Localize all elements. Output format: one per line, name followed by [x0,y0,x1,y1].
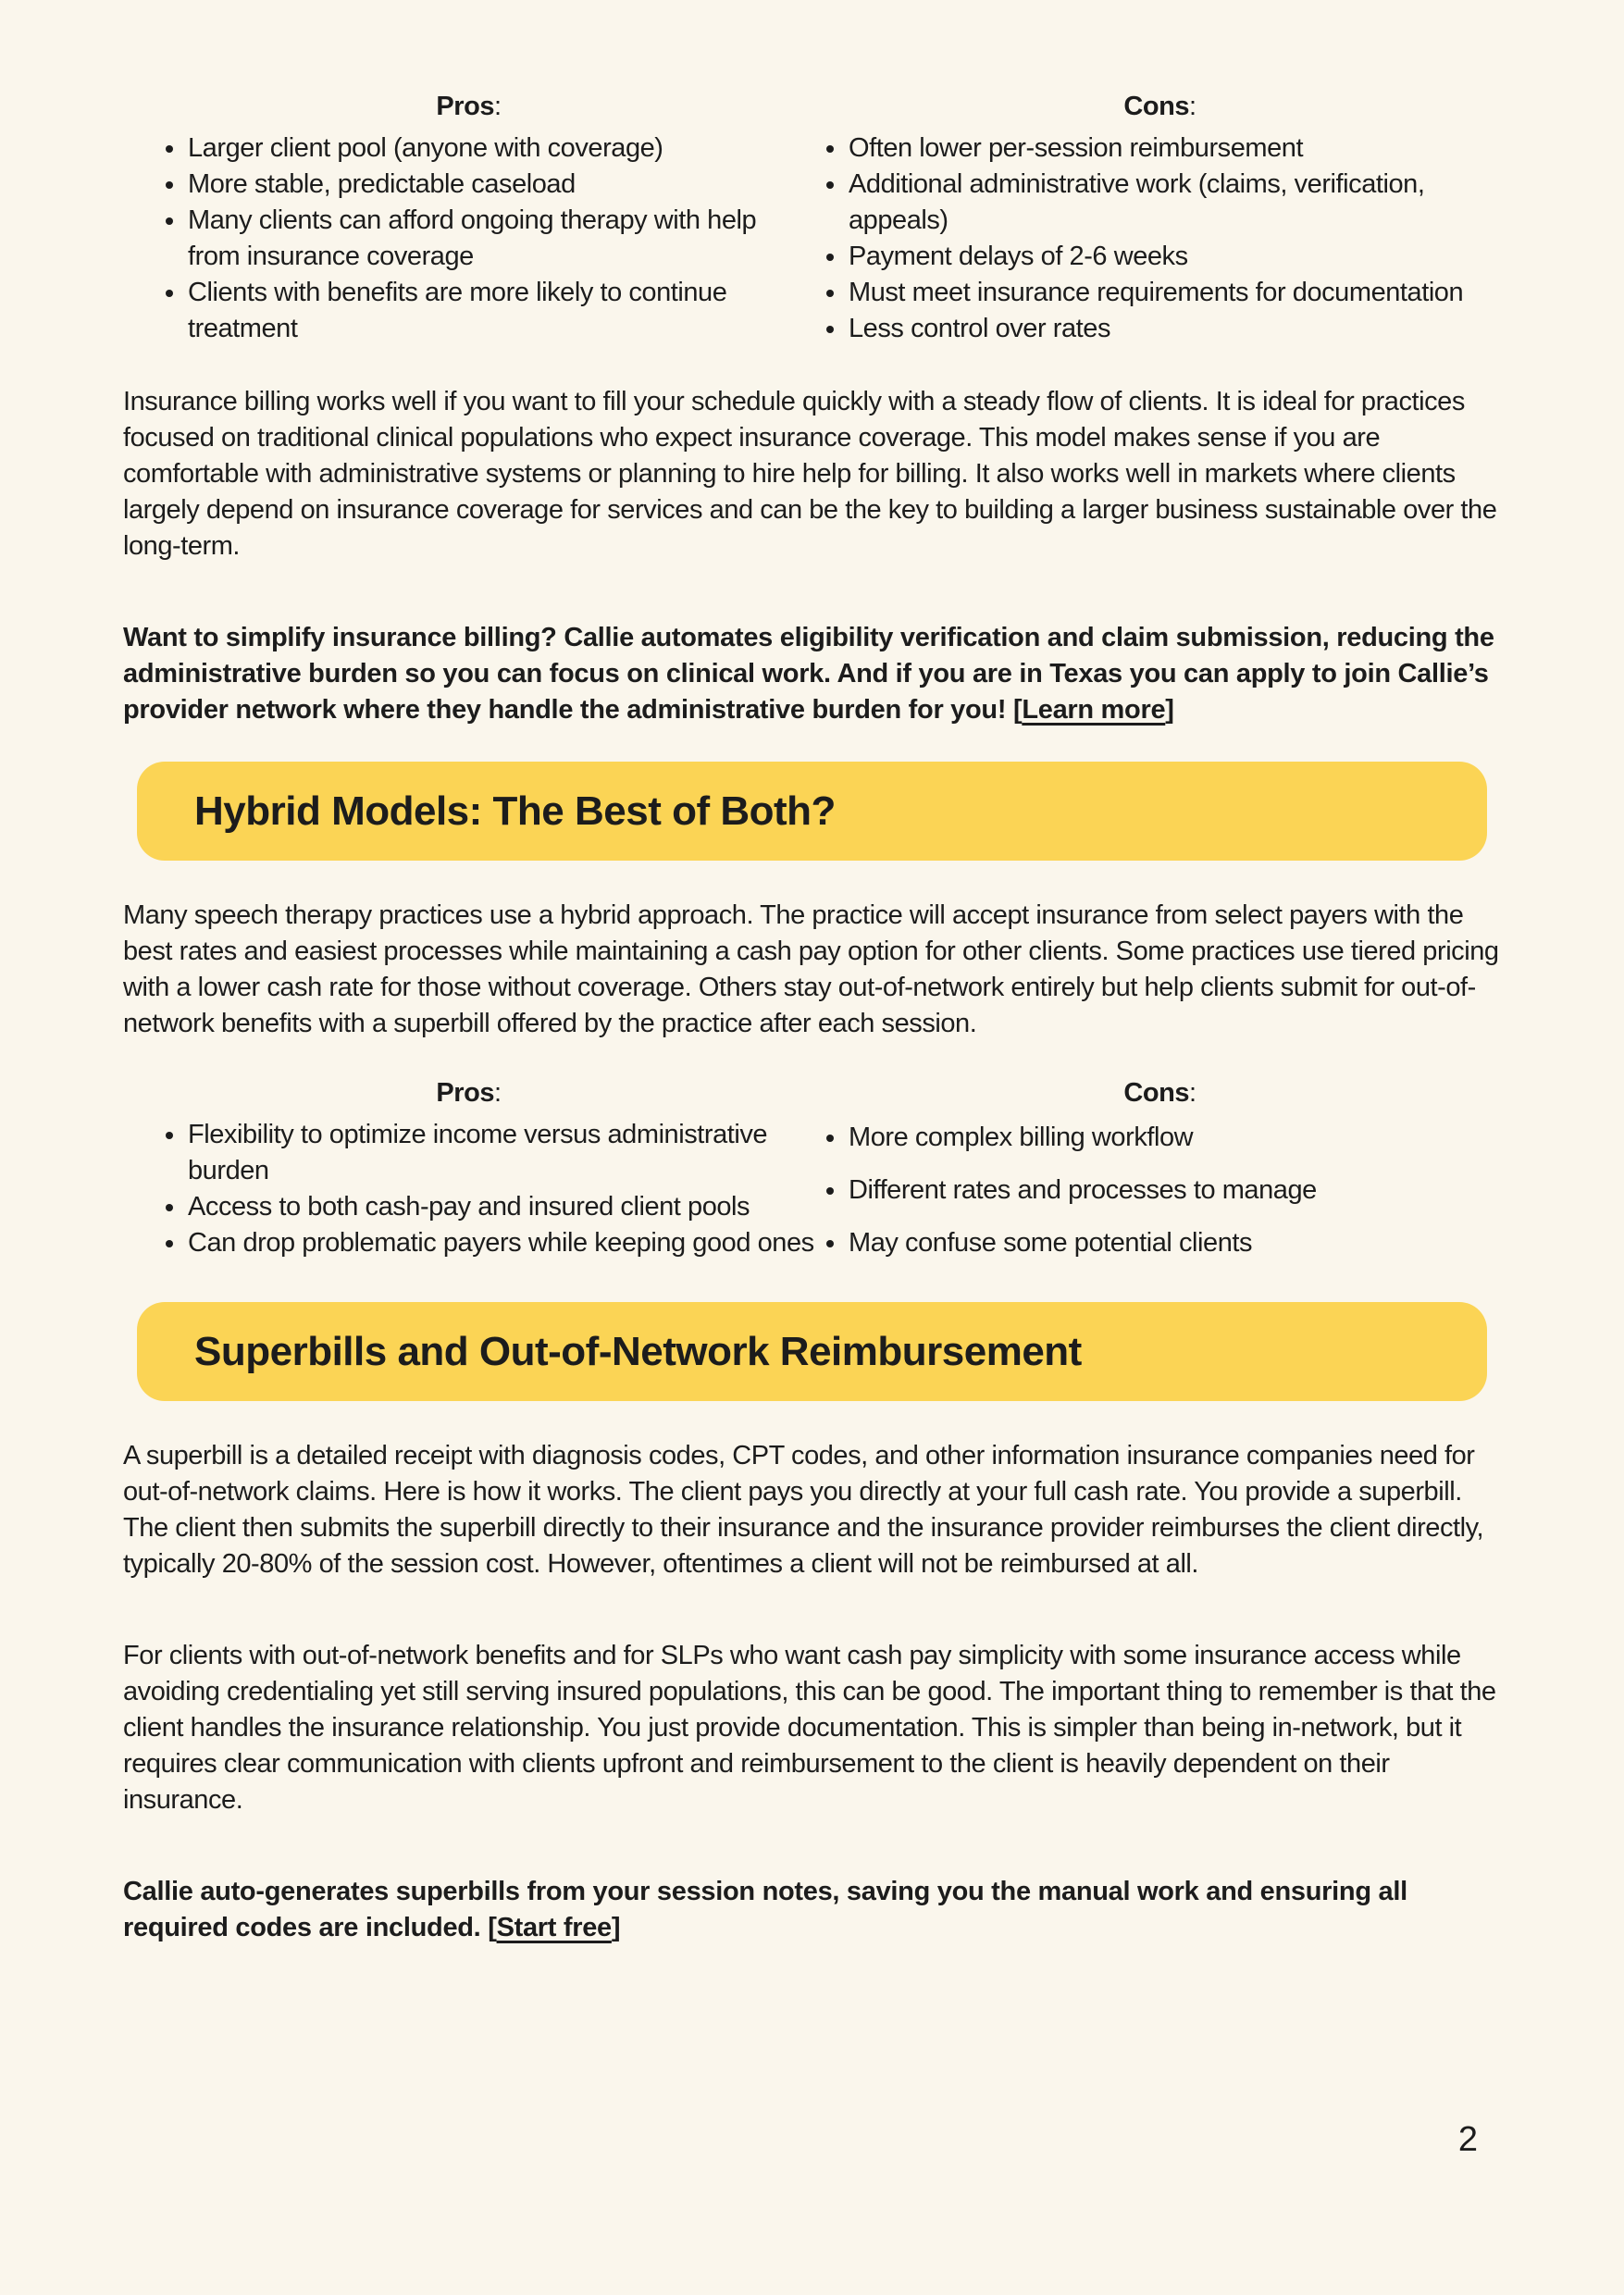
list-item: Additional administrative work (claims, verification, appeals) [826,167,1506,239]
list-item: Clients with benefits are more likely to continue treatment [166,275,814,347]
pros-colon: : [494,1078,502,1108]
cons-list-hybrid [826,1120,1506,1261]
heading-hybrid-models: Hybrid Models: The Best of Both? [194,788,836,834]
list-item: Payment delays of 2-6 weeks [826,239,1506,275]
pros-list-insurance [166,130,814,347]
cons-column-hybrid [814,1075,1506,1278]
cons-colon: : [1189,92,1196,121]
callout-text-end: ] [611,1913,621,1942]
learn-more-link[interactable]: Learn more [1022,695,1166,725]
pros-label: Pros [436,1078,495,1108]
pros-cons-hybrid [123,1075,1506,1278]
list-item: Must meet insurance requirements for documentation [826,275,1506,311]
callie-superbill-callout [123,1874,1506,1946]
cons-colon: : [1189,1078,1196,1108]
pros-column-insurance [123,89,814,347]
out-of-network-paragraph: For clients with out-of-network benefits and for SLPs who want cash pay simplicity with some insurance access while avoiding credentialing yet still serving insured populations, this can be good. The important thing to remember is that the client handles the insurance relationship. You just provide documentation. This is simpler than being in-network, but it requires clear communication with clients upfront and reimbursement to the client is heavily dependent on their insurance. [123,1641,1496,1815]
heading-banner-superbills [137,1302,1487,1401]
superbill-explainer-paragraph: A superbill is a detailed receipt with diagnosis codes, CPT codes, and other information insurance companies need for out-of-network claims. Here is how it works. The client pays you directly at your full cash rate. You provide a superbill. The client then submits the superbill directly to their insurance and the insurance provider reimburses the client directly, typically 20-80% of the session cost. However, oftentimes a client will not be reimbursed at all. [123,1441,1484,1579]
heading-banner-hybrid [137,762,1487,861]
pros-column-hybrid [123,1075,814,1278]
list-item: May confuse some potential clients [826,1225,1506,1261]
insurance-summary-paragraph: Insurance billing works well if you want to fill your schedule quickly with a steady flow of clients. It is ideal for practices focused on traditional clinical populations who expect insurance coverage. This model makes sense if you are comfortable with administrative systems or planning to hire help for billing. It also works well in markets where clients largely depend on insurance coverage for services and can be the key to building a larger business sustainable over the long-term. [123,387,1497,561]
list-item: Access to both cash-pay and insured client pools [166,1189,814,1225]
pros-label: Pros [436,92,495,121]
hybrid-intro-paragraph: Many speech therapy practices use a hybrid approach. The practice will accept insurance from select payers with the best rates and easiest processes while maintaining a cash pay option for other clients. Some practices use tiered pricing with a lower cash rate for those without coverage. Others stay out-of-network entirely but help clients submit for out-of-network benefits with a superbill offered by the practice after each session. [123,900,1499,1038]
list-item: Can drop problematic payers while keeping good ones [166,1225,814,1261]
heading-superbills: Superbills and Out-of-Network Reimbursement [194,1328,1082,1374]
pros-colon: : [494,92,502,121]
list-item: Less control over rates [826,311,1506,347]
callie-billing-callout [123,620,1506,728]
cons-label: Cons [1123,92,1190,121]
pros-heading-hybrid [123,1075,814,1111]
list-item: Often lower per-session reimbursement [826,130,1506,167]
callout-text: Callie auto-generates superbills from your session notes, saving you the manual work and ensuring all required codes are included. [ [123,1877,1407,1942]
pros-cons-insurance [123,89,1506,347]
cons-heading-hybrid [814,1075,1506,1111]
cons-column-insurance [814,89,1506,347]
callout-text-end: ] [1165,695,1174,725]
cons-label: Cons [1123,1078,1190,1108]
page-number: 2 [1457,2120,1478,2159]
pros-heading-insurance [123,89,814,125]
list-item: Different rates and processes to manage [826,1172,1506,1209]
list-item: Larger client pool (anyone with coverage) [166,130,814,167]
list-item: More complex billing workflow [826,1120,1506,1156]
start-free-link[interactable]: Start free [496,1913,612,1942]
list-item: Flexibility to optimize income versus administrative burden [166,1117,814,1189]
cons-heading-insurance [814,89,1506,125]
pros-list-hybrid [166,1117,814,1261]
cons-list-insurance [826,130,1506,347]
callout-text: Want to simplify insurance billing? Callie automates eligibility verification and claim submission, reducing the administrative burden so you can focus on clinical work. And if you are in Texas you can apply to join Callie’s provider network where they handle the administrative burden for you! [ [123,623,1494,725]
list-item: Many clients can afford ongoing therapy with help from insurance coverage [166,203,814,275]
list-item: More stable, predictable caseload [166,167,814,203]
